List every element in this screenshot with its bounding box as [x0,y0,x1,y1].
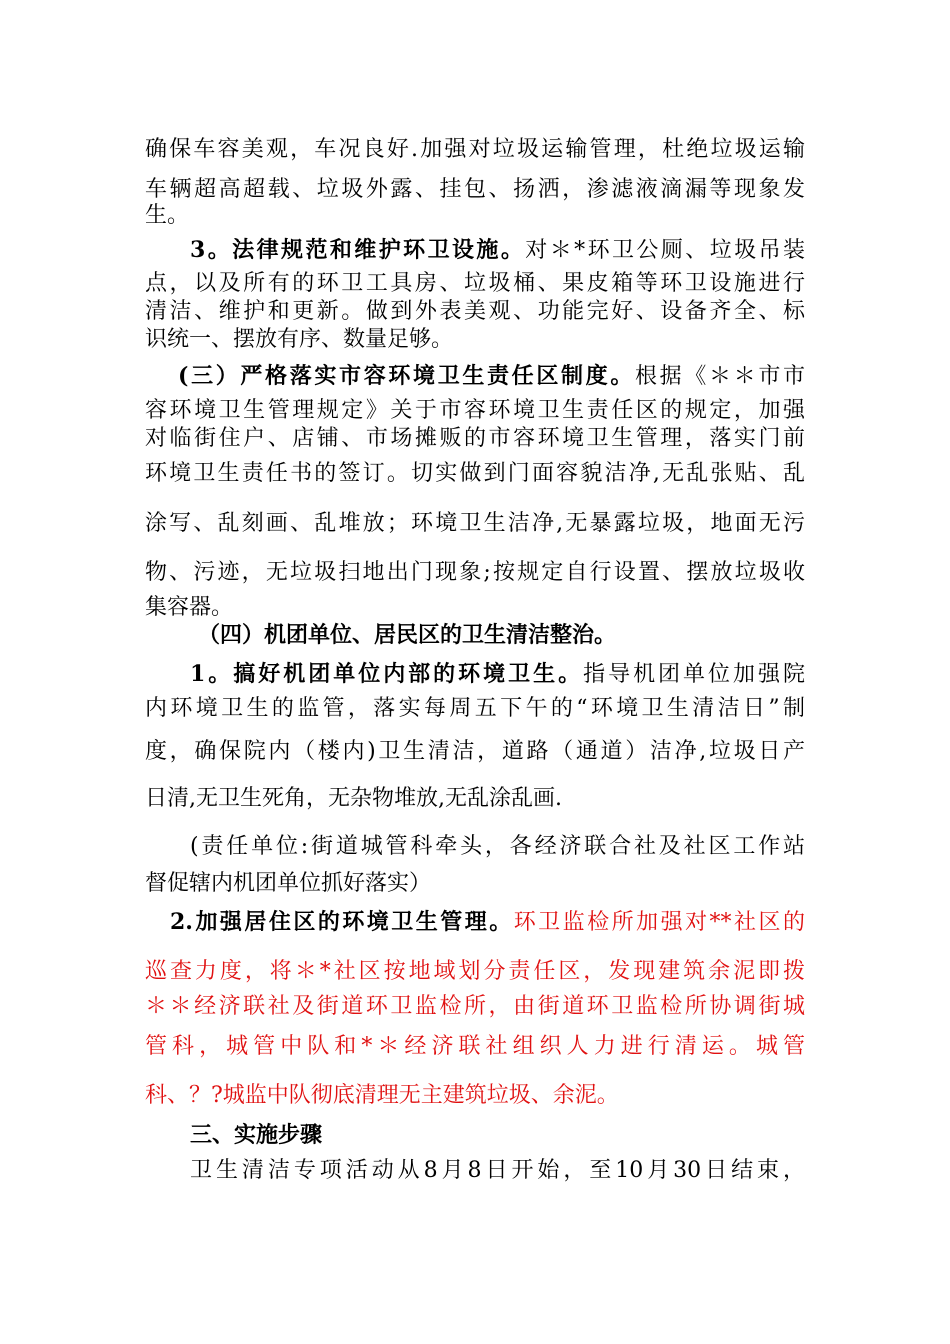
body-text: 点，以及所有的环卫工具房、垃圾桶、果皮箱等环卫设施进行 [145,271,805,296]
paragraph-line [145,694,805,724]
section-heading: （四）机团单位、居民区的卫生清洁整治。 [198,622,617,648]
body-text: 对＊*环卫公厕、垃圾吊装 [525,238,805,263]
paragraph-line [145,269,805,299]
body-text: 涂写、乱刻画、乱堆放；环境卫生洁净,无暴露垃圾，地面无污 [145,511,805,536]
paragraph-line [145,784,805,814]
paragraph-line [190,235,805,266]
section-heading: 三、实施步骤 [190,1122,323,1148]
body-text: 环境卫生责任书的签订。切实做到门面容貌洁净,无乱张贴、乱 [145,461,805,486]
body-text: 根据《＊＊市市 [635,364,805,389]
body-text: 度，确保院内（楼内)卫生清洁，道路（通道）洁净,垃圾日产 [145,739,805,764]
paragraph-line [145,459,805,489]
paragraph-line [145,297,805,327]
section-heading: (三）严格落实市容环境卫生责任区制度。 [178,363,635,389]
paragraph-line [190,1156,805,1186]
body-text: 集容器。 [145,595,234,620]
paragraph-line [145,325,805,355]
paragraph-line [145,1081,805,1111]
paragraph-line [190,659,805,690]
body-text: 卫生清洁专项活动从8月8日开始，至10月30日结束， [190,1158,805,1183]
body-text: 车辆超高超载、垃圾外露、挂包、扬洒，渗滤液滴漏等现象发 [145,177,805,202]
paragraph-line [145,509,805,539]
paragraph-line [145,737,805,767]
paragraph-line [145,201,805,231]
highlighted-text: 巡查力度，将＊*社区按地域划分责任区，发现建筑余泥即拨 [145,959,805,984]
body-text: 内环境卫生的监管，落实每周五下午的“环境卫生清洁日”制 [145,696,805,721]
highlighted-text: 管科，城管中队和*＊经济联社组织人力进行清运。城管 [145,1034,805,1059]
paragraph-line [178,361,805,392]
body-text: 对临街住户、店铺、市场摊贩的市容环境卫生管理，落实门前 [145,426,805,451]
paragraph-line [170,907,805,938]
paragraph-line [190,832,805,862]
body-text: (责任单位:街道城管科牵头，各经济联合社及社区工作站 [190,834,805,859]
body-text: 确保车容美观，车况良好.加强对垃圾运输管理，杜绝垃圾运输 [145,137,805,162]
highlighted-text: 环卫监检所加强对**社区的 [513,910,805,935]
paragraph-line [145,396,805,426]
paragraph-line [145,957,805,987]
body-text: 日清,无卫生死角，无杂物堆放,无乱涂乱画. [145,786,562,811]
body-text: 物、污迹，无垃圾扫地出门现象;按规定自行设置、摆放垃圾收 [145,560,805,585]
paragraph-line [145,869,805,899]
item-heading: 3。法律规范和维护环卫设施。 [190,237,526,263]
body-text: 识统一、摆放有序、数量足够。 [145,327,454,352]
item-heading: 2.加强居住区的环境卫生管理。 [170,909,514,935]
paragraph-line [145,558,805,588]
body-text: 生。 [145,203,190,228]
paragraph-line [145,992,805,1022]
paragraph-line [145,593,805,623]
paragraph-line [145,135,805,165]
paragraph-line [145,424,805,454]
body-text: 清洁、维护和更新。做到外表美观、功能完好、设备齐全、标 [145,299,805,324]
body-text: 容环境卫生管理规定》关于市容环境卫生责任区的规定，加强 [145,398,805,423]
paragraph-line [145,1032,805,1062]
item-heading: 1。搞好机团单位内部的环境卫生。 [190,661,584,687]
highlighted-text: 科、？?城监中队彻底清理无主建筑垃圾、余泥。 [145,1083,619,1108]
body-text: 指导机团单位加强院 [583,662,805,687]
highlighted-text: ＊＊经济联社及街道环卫监检所，由街道环卫监检所协调街城 [145,994,805,1019]
body-text: 督促辖内机团单位抓好落实） [145,871,432,896]
